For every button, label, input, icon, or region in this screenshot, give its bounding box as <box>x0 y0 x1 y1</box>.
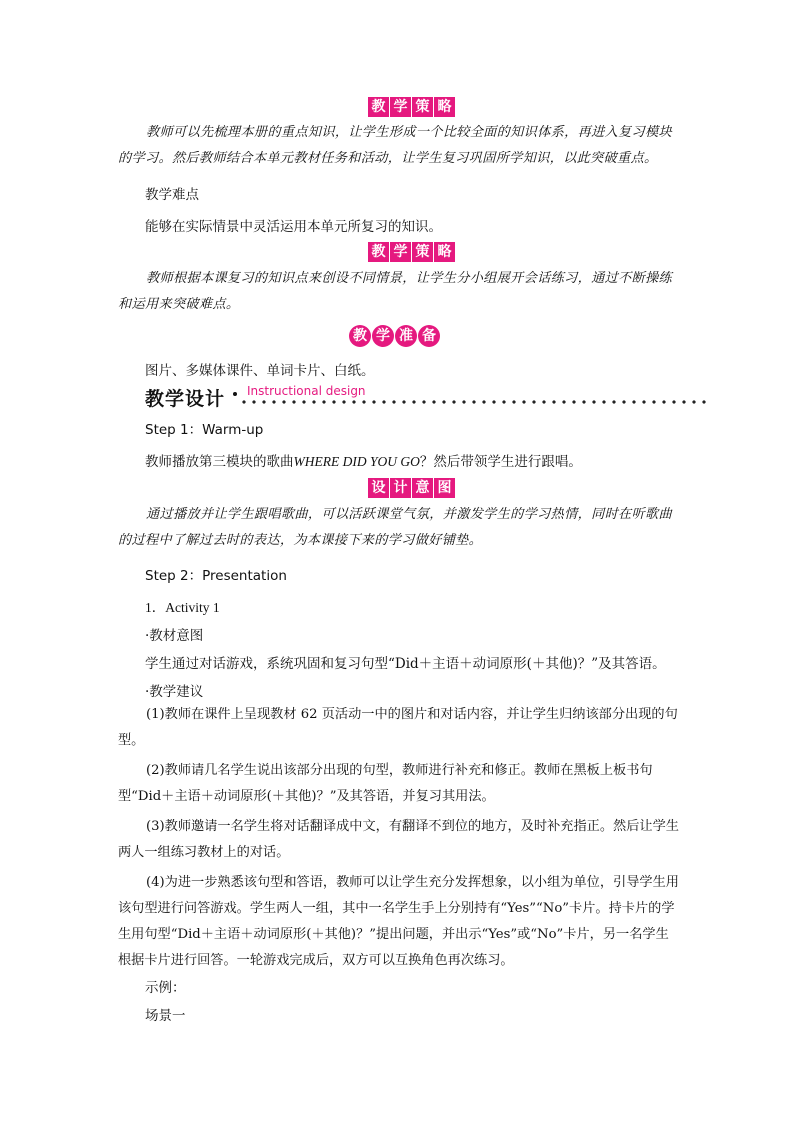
step1-text: 教师播放第三模块的歌曲WHERE DID YOU GO？然后带领学生进行跟唱。 <box>145 454 582 470</box>
suggestion-2: (2)教师请几名学生说出该部分出现的句型，教师进行补充和修正。教师在黑板上板书句型“Did＋主语＋动词原形(＋其他)？”及其答语，并复习其用法。 <box>118 763 653 804</box>
example-label: 示例： <box>145 980 186 996</box>
intent-paragraph: 通过播放并让学生跟唱歌曲，可以活跃课堂气氛，并激发学生的学习热情，同时在听歌曲的过程中了解过去时的表达，为本课接下来的学习做好铺垫。 <box>118 507 673 548</box>
suggestion-4: (4)为进一步熟悉该句型和答语，教师可以让学生充分发挥想象，以小组为单位，引导学生用该句型进行问答游戏。学生两人一组，其中一名学生手上分别持有“Yes”“No”卡片。持卡片的学生用句型“Did＋主语＋动词原形(＋其他)？”提出问题，并出示“Yes”或“No”卡片，另一名学生根据卡片进行回答。一轮游戏完成后，双方可以互换角色再次练习。 <box>118 875 679 968</box>
strategy-paragraph-2: 教师根据本课复习的知识点来创设不同情景，让学生分小组展开会话练习，通过不断操练和运用来突破难点。 <box>118 271 673 312</box>
prep-text: 图片、多媒体课件、单词卡片、白纸。 <box>145 363 375 379</box>
intent-badge: 设 计 意 图 <box>368 478 455 498</box>
dotted-rule <box>239 399 709 405</box>
strategy-badge-1: 教 学 策 略 <box>368 97 455 117</box>
design-title: 教学设计 <box>145 388 226 410</box>
design-subtitle: Instructional design <box>247 384 366 398</box>
difficulty-heading: 教学难点 <box>145 187 199 203</box>
activity1-heading: 1．Activity 1 <box>145 600 220 615</box>
design-header <box>145 384 710 412</box>
step1-heading: Step 1：Warm-up <box>145 422 264 438</box>
suggestion-3: (3)教师邀请一名学生将对话翻译成中文，有翻译不到位的地方，及时补充指正。然后让学生两人一组练习教材上的对话。 <box>118 819 679 860</box>
material-intent-text: 学生通过对话游戏，系统巩固和复习句型“Did＋主语＋动词原形(＋其他)？”及其答语。 <box>145 656 666 672</box>
design-dot-marker <box>233 392 237 396</box>
prep-badge: 教 学 准 备 <box>349 325 440 345</box>
suggestion-heading: ·教学建议 <box>145 684 204 700</box>
step2-heading: Step 2：Presentation <box>145 568 287 584</box>
difficulty-text: 能够在实际情景中灵活运用本单元所复习的知识。 <box>145 219 442 235</box>
scene1-label: 场景一 <box>145 1008 186 1024</box>
material-intent-heading: ·教材意图 <box>145 628 204 644</box>
strategy-paragraph-1: 教师可以先梳理本册的重点知识，让学生形成一个比较全面的知识体系，再进入复习模块的学习。然后教师结合本单元教材任务和活动，让学生复习巩固所学知识，以此突破重点。 <box>118 125 673 166</box>
strategy-badge-2: 教 学 策 略 <box>368 242 455 262</box>
song-title: WHERE DID YOU GO <box>293 454 420 469</box>
suggestion-1: (1)教师在课件上呈现教材 62 页活动一中的图片和对话内容，并让学生归纳该部分出现的句型。 <box>118 707 678 748</box>
